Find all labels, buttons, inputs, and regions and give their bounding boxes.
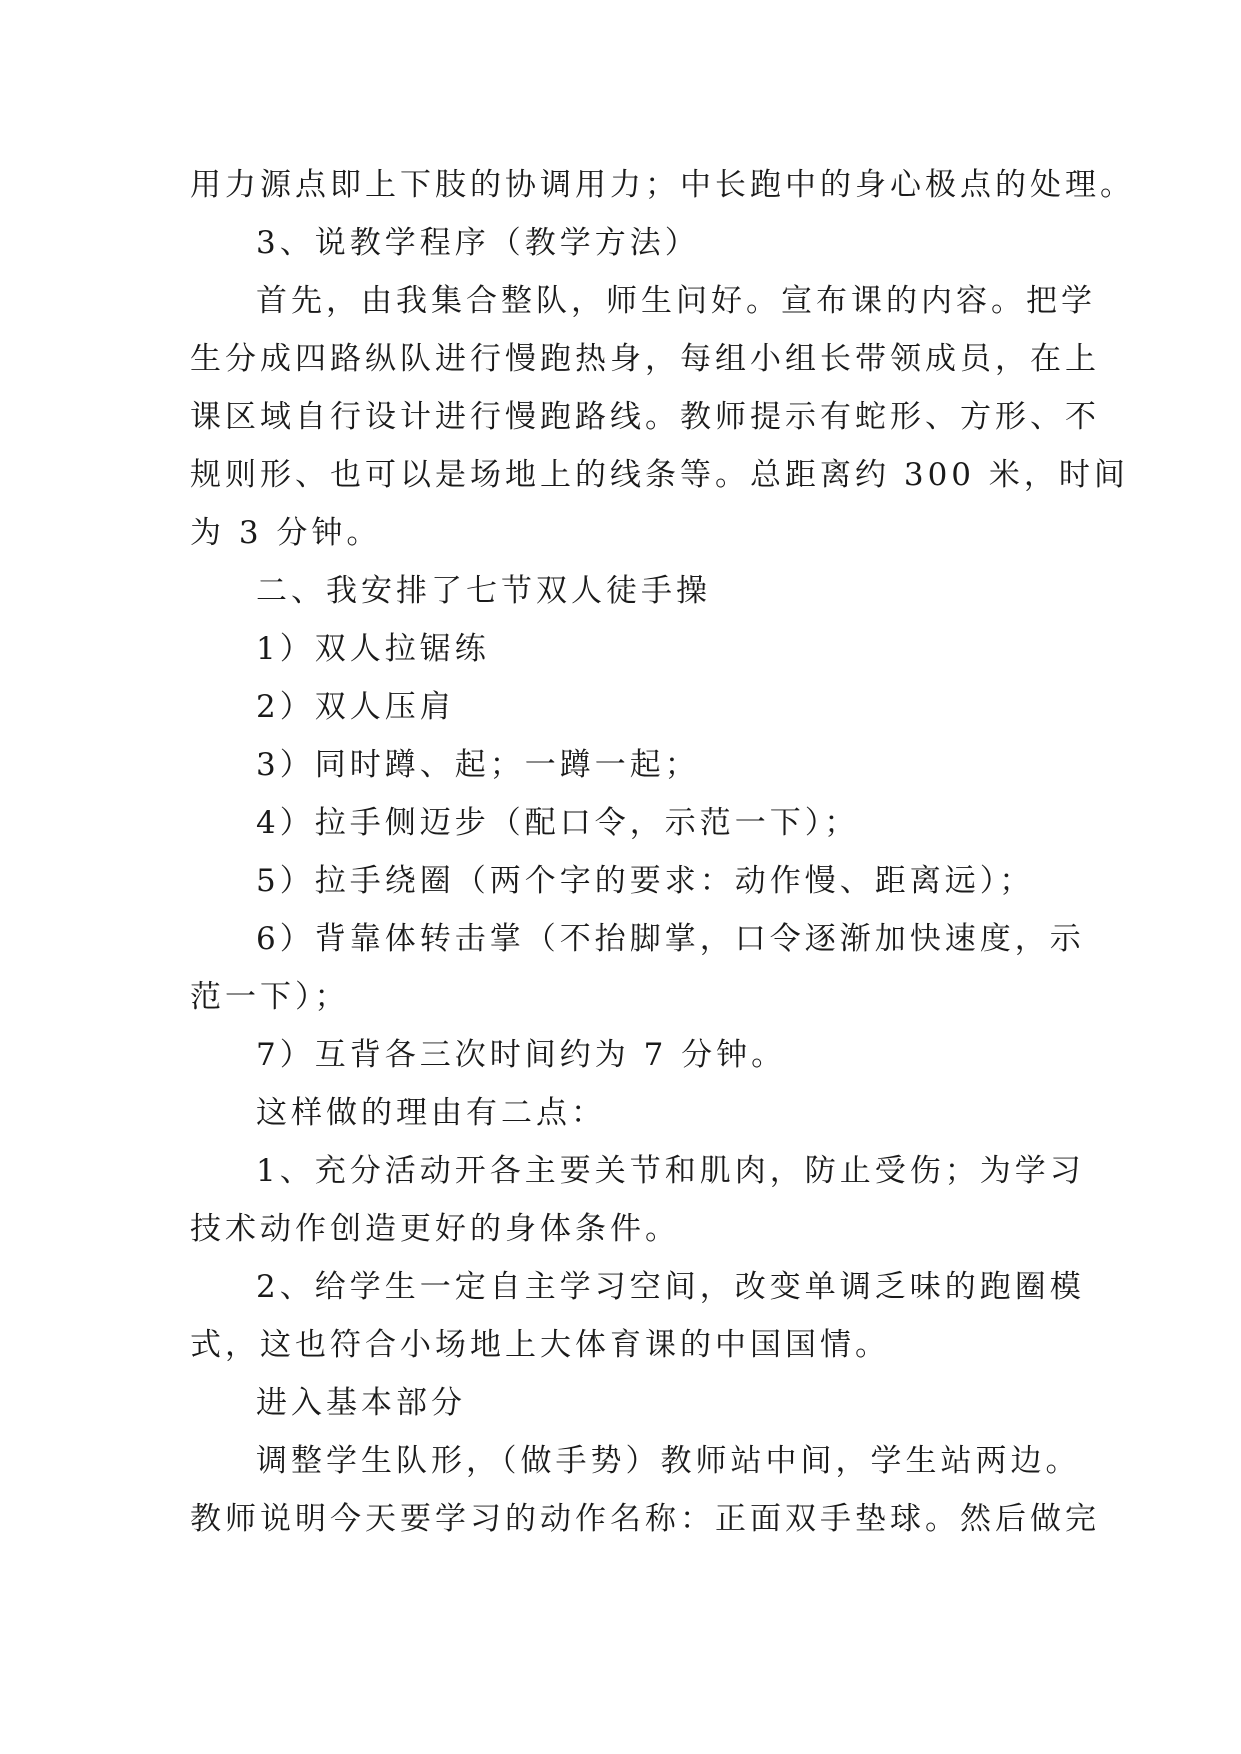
text-line: 二、我安排了七节双人徒手操	[256, 573, 711, 609]
text-line: 6）背靠体转击掌（不抬脚掌，口令逐渐加快速度，示	[256, 921, 1085, 957]
text-line: 调整学生队形，（做手势）教师站中间，学生站两边。	[256, 1443, 1081, 1479]
text-line: 5）拉手绕圈（两个字的要求：动作慢、距离远）；	[256, 863, 1035, 899]
text-line: 4）拉手侧迈步（配口令，示范一下）；	[256, 805, 860, 841]
text-line: 规则形、也可以是场地上的线条等。总距离约 300 米，时间	[190, 457, 1129, 493]
text-line: 式，这也符合小场地上大体育课的中国国情。	[190, 1327, 890, 1363]
text-line: 3）同时蹲、起；一蹲一起；	[256, 747, 700, 783]
text-line: 为 3 分钟。	[190, 515, 382, 551]
text-line: 进入基本部分	[256, 1385, 466, 1421]
document-body	[190, 156, 1135, 1548]
text-line: 首先，由我集合整队，师生问好。宣布课的内容。把学	[256, 283, 1096, 319]
text-line: 课区域自行设计进行慢跑路线。教师提示有蛇形、方形、不	[190, 399, 1100, 435]
text-line: 范一下）；	[190, 979, 350, 1015]
text-line: 2、给学生一定自主学习空间，改变单调乏味的跑圈模	[256, 1269, 1085, 1305]
text-line: 7）互背各三次时间约为 7 分钟。	[256, 1037, 787, 1073]
text-line: 2）双人压肩	[256, 689, 455, 725]
text-line: 1）双人拉锯练	[256, 631, 490, 667]
text-line: 这样做的理由有二点：	[256, 1095, 606, 1131]
text-line: 用力源点即上下肢的协调用力；中长跑中的身心极点的处理。	[190, 167, 1135, 203]
text-line: 3、说教学程序（教学方法）	[256, 225, 700, 261]
text-line: 1、充分活动开各主要关节和肌肉，防止受伤；为学习	[256, 1153, 1085, 1189]
text-line: 教师说明今天要学习的动作名称：正面双手垫球。然后做完	[190, 1501, 1100, 1537]
text-line: 技术动作创造更好的身体条件。	[190, 1211, 680, 1247]
text-line: 生分成四路纵队进行慢跑热身，每组小组长带领成员，在上	[190, 341, 1100, 377]
